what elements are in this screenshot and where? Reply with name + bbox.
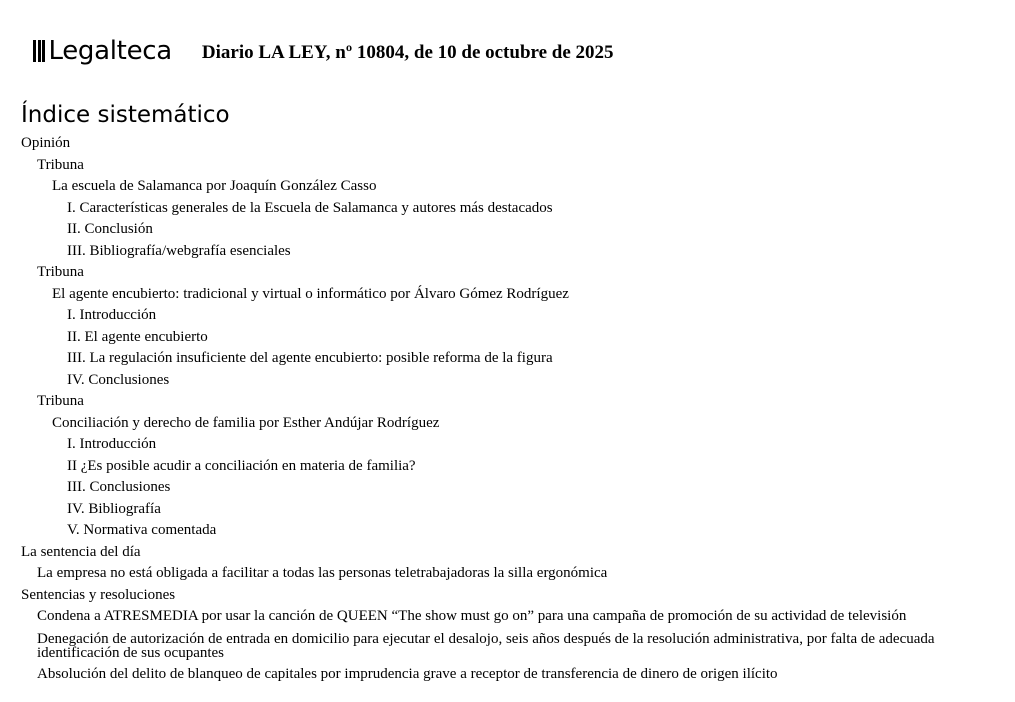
legalteca-logo[interactable] [33, 36, 172, 66]
group-tribuna-3[interactable]: Tribuna [37, 393, 84, 409]
group-tribuna-1[interactable]: Tribuna [37, 156, 84, 173]
table-of-contents [0, 133, 1015, 685]
group-tribuna-2[interactable]: Tribuna [37, 264, 84, 280]
toc-item[interactable]: II. Conclusión [67, 221, 153, 237]
toc-item[interactable]: IV. Conclusiones [67, 371, 170, 388]
article-conciliacion-familia[interactable]: Conciliación y derecho de familia por Esther Andújar Rodríguez [52, 414, 440, 431]
resolution-entry[interactable]: Condena a ATRESMEDIA por usar la canción de QUEEN “The show must go on” para una campaña de promoción de su actividad de televisión [37, 608, 907, 624]
document-header [33, 34, 614, 68]
toc-item[interactable]: I. Características generales de la Escuela de Salamanca y autores más destacados [67, 199, 553, 216]
article-agente-encubierto[interactable]: El agente encubierto: tradicional y virtual o informático por Álvaro Gómez Rodríguez [52, 285, 569, 302]
toc-item[interactable]: I. Introducción [67, 436, 157, 452]
section-sentencias-resoluciones[interactable]: Sentencias y resoluciones [21, 586, 176, 603]
toc-item[interactable]: I. Introducción [67, 307, 157, 323]
toc-item[interactable]: II. El agente encubierto [67, 328, 208, 345]
logo-text: Legalteca [48, 36, 172, 66]
section-opinion[interactable]: Opinión [21, 135, 71, 151]
toc-item[interactable]: III. La regulación insuficiente del agente encubierto: posible reforma de la figura [67, 350, 553, 366]
resolution-entry[interactable]: Absolución del delito de blanqueo de capitales por imprudencia grave a receptor de transferencia de dinero de origen ilícito [37, 665, 778, 682]
article-escuela-salamanca[interactable]: La escuela de Salamanca por Joaquín González Casso [52, 178, 377, 194]
toc-item[interactable]: III. Conclusiones [67, 479, 171, 495]
logo-bars-icon [33, 40, 47, 62]
toc-item[interactable]: III. Bibliografía/webgrafía esenciales [67, 242, 291, 259]
toc-item[interactable]: IV. Bibliografía [67, 500, 161, 517]
section-sentencia-del-dia[interactable]: La sentencia del día [21, 543, 141, 560]
issue-title: Diario LA LEY, nº 10804, de 10 de octubre de 2025 [201, 42, 614, 63]
page-title: Índice sistemático [21, 102, 230, 128]
toc-item[interactable]: II ¿Es posible acudir a conciliación en materia de familia? [67, 457, 416, 474]
resolution-entry[interactable]: Denegación de autorización de entrada en domicilio para ejecutar el desalojo, seis años después de la resolución administrativa, por falta de adecuada identificación de sus ocupantes [37, 630, 935, 661]
toc-item[interactable]: V. Normativa comentada [67, 522, 217, 538]
sentencia-entry[interactable]: La empresa no está obligada a facilitar a todas las personas teletrabajadoras la silla ergonómica [37, 565, 608, 581]
